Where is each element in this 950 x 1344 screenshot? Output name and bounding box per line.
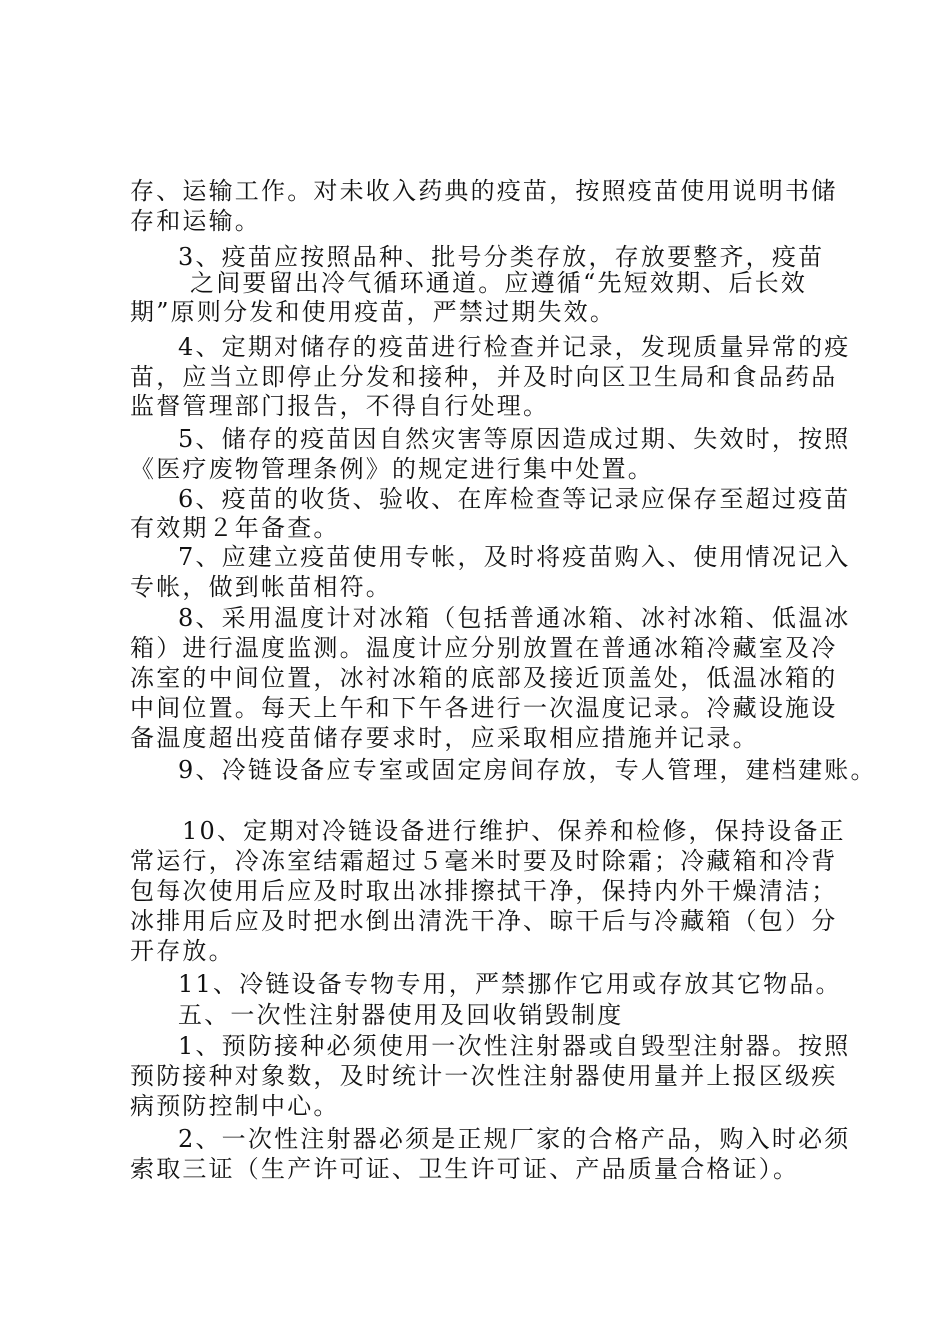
text-line: 3、疫苗应按照品种、批号分类存放，存放要整齐，疫苗 bbox=[178, 243, 825, 271]
text-line: 监督管理部门报告，不得自行处理。 bbox=[130, 392, 550, 420]
text-line: 有效期２年备查。 bbox=[130, 514, 340, 542]
text-line: 之间要留出冷气循环通道。应遵循“先短效期、后长效 bbox=[190, 269, 808, 297]
text-line: 7、应建立疫苗使用专帐，及时将疫苗购入、使用情况记入 bbox=[178, 543, 851, 571]
text-line: 8、采用温度计对冰箱（包括普通冰箱、冰衬冰箱、低温冰 bbox=[178, 604, 851, 632]
text-line: 4、定期对储存的疫苗进行检查并记录，发现质量异常的疫 bbox=[178, 333, 851, 361]
text-line: 期”原则分发和使用疫苗，严禁过期失效。 bbox=[130, 298, 617, 326]
text-line: 6、疫苗的收货、验收、在库检查等记录应保存至超过疫苗 bbox=[178, 485, 851, 513]
text-line: 箱）进行温度监测。温度计应分别放置在普通冰箱冷藏室及冷 bbox=[130, 634, 838, 662]
text-line: 包每次使用后应及时取出冰排擦拭干净，保持内外干燥清洁； bbox=[130, 877, 838, 905]
text-line: 1、预防接种必须使用一次性注射器或自毁型注射器。按照 bbox=[178, 1032, 851, 1060]
text-line: 备温度超出疫苗储存要求时，应采取相应措施并记录。 bbox=[130, 724, 759, 752]
text-line: 病预防控制中心。 bbox=[130, 1092, 340, 1120]
text-line: 中间位置。每天上午和下午各进行一次温度记录。冷藏设施设 bbox=[130, 694, 838, 722]
text-line: 9、冷链设备应专室或固定房间存放，专人管理，建档建账。 bbox=[178, 756, 877, 784]
text-line: 存和运输。 bbox=[130, 207, 261, 235]
text-line: 冰排用后应及时把水倒出清洗干净、晾干后与冷藏箱（包）分 bbox=[130, 907, 838, 935]
text-line: 预防接种对象数，及时统计一次性注射器使用量并上报区级疾 bbox=[130, 1062, 838, 1090]
section-heading: 五、一次性注射器使用及回收销毁制度 bbox=[178, 1001, 624, 1029]
text-line: 常运行，冷冻室结霜超过５毫米时要及时除霜；冷藏箱和冷背 bbox=[130, 847, 838, 875]
text-line: 苗，应当立即停止分发和接种，并及时向区卫生局和食品药品 bbox=[130, 363, 838, 391]
text-line: 开存放。 bbox=[130, 937, 235, 965]
text-line: 2、一次性注射器必须是正规厂家的合格产品，购入时必须 bbox=[178, 1125, 851, 1153]
text-line: 11、冷链设备专物专用，严禁挪作它用或存放其它物品。 bbox=[178, 970, 842, 998]
text-line: 5、储存的疫苗因自然灾害等原因造成过期、失效时，按照 bbox=[178, 425, 851, 453]
text-line: 《医疗废物管理条例》的规定进行集中处置。 bbox=[130, 455, 654, 483]
text-line: 索取三证（生产许可证、卫生许可证、产品质量合格证）。 bbox=[130, 1155, 800, 1183]
text-line: 专帐，做到帐苗相符。 bbox=[130, 573, 392, 601]
text-line: 冻室的中间位置，冰衬冰箱的底部及接近顶盖处，低温冰箱的 bbox=[130, 664, 838, 692]
text-line: 10、定期对冷链设备进行维护、保养和检修，保持设备正 bbox=[182, 817, 846, 845]
text-line: 存、运输工作。对未收入药典的疫苗，按照疫苗使用说明书储 bbox=[130, 177, 838, 205]
